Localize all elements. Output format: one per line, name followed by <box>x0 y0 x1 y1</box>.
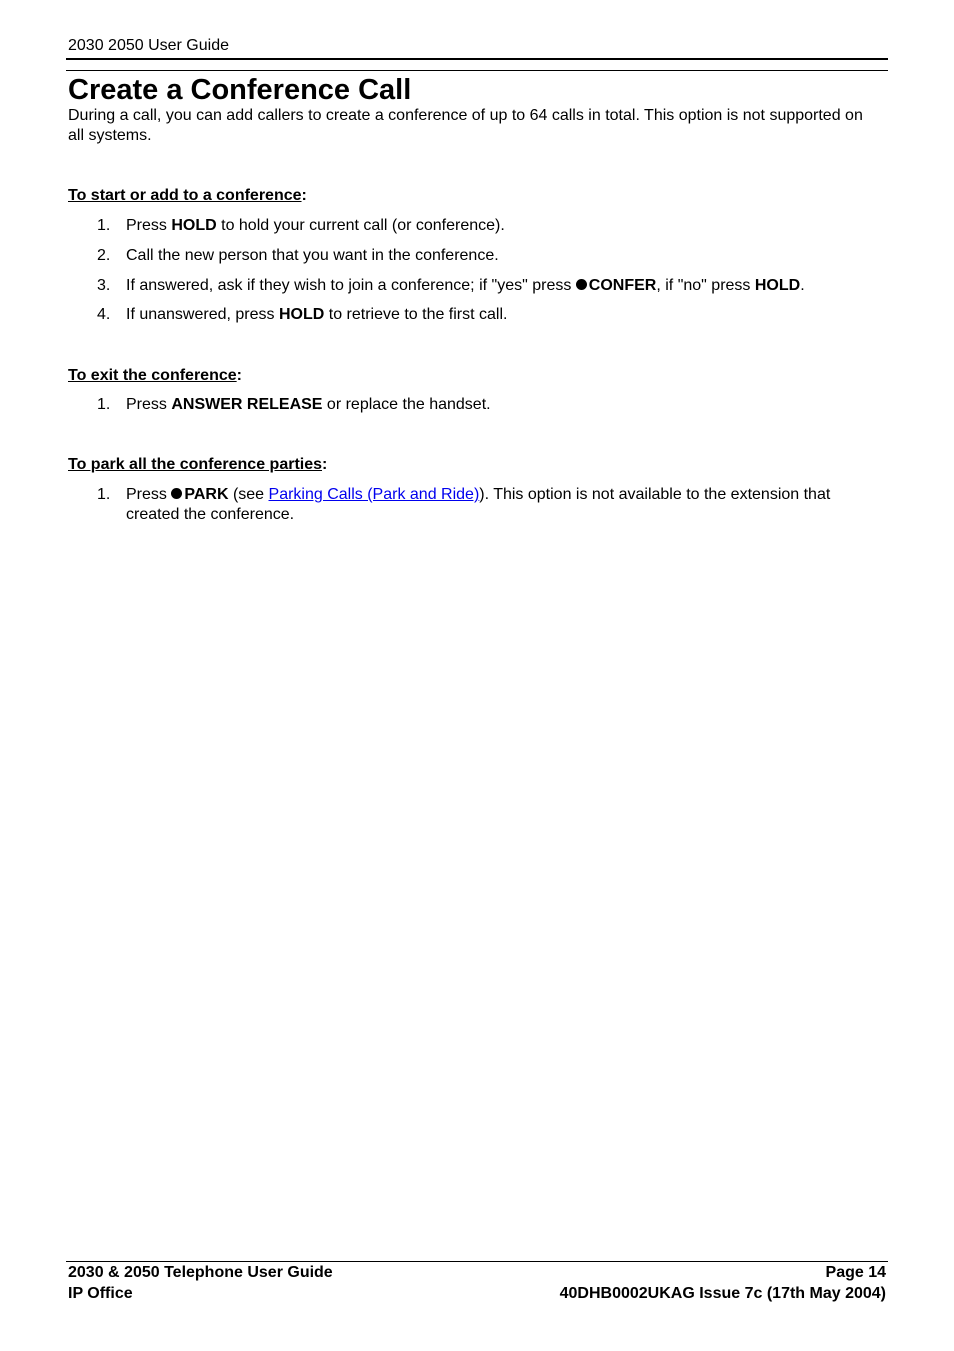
footer-rule <box>66 1261 888 1262</box>
step-number: 4. <box>97 306 111 323</box>
key-park: PARK <box>184 486 229 503</box>
step-number: 1. <box>97 396 111 413</box>
footer-doc-id: 40DHB0002UKAG Issue 7c (17th May 2004) <box>559 1285 886 1302</box>
section-heading-colon: : <box>236 367 242 384</box>
step-text <box>126 216 886 236</box>
step-number: 2. <box>97 247 111 264</box>
section-heading-text: To park all the conference parties <box>68 456 323 473</box>
intro-paragraph: During a call, you can add callers to create a conference of up to 64 calls in total. This option is not supported on all systems. <box>68 107 863 144</box>
step-text-part: Press <box>126 217 172 234</box>
step-text-part: If answered, ask if they wish to join a conference; if "yes" press <box>126 277 576 294</box>
step-number: 1. <box>97 217 111 234</box>
step-text: Call the new person that you want in the conference. <box>126 247 499 264</box>
step-text-part: . <box>800 277 805 294</box>
section-heading-exit-conference <box>68 366 242 386</box>
step-number: 1. <box>97 486 111 503</box>
section-heading-colon: : <box>301 187 307 204</box>
running-header: 2030 2050 User Guide <box>68 37 229 54</box>
footer-product: IP Office <box>68 1285 133 1302</box>
footer-page-number: Page 14 <box>825 1264 886 1281</box>
step-text-part: (see <box>228 486 269 503</box>
section-heading-start-conference <box>68 186 307 206</box>
step-text-part: to hold your current call (or conference). <box>216 217 505 234</box>
step-text-part: Press <box>126 396 172 413</box>
section-heading-park-conference <box>68 455 327 475</box>
step-text <box>126 395 886 415</box>
section-heading-text: To exit the conference <box>68 367 237 384</box>
step-text <box>126 485 886 525</box>
header-rule-thin <box>66 70 888 71</box>
section-heading-colon: : <box>322 456 328 473</box>
filled-circle-icon <box>171 488 182 499</box>
header-rule-thick <box>66 58 888 60</box>
key-confer: CONFER <box>588 277 657 294</box>
key-answer-release: ANSWER RELEASE <box>171 396 323 413</box>
step-text-part: Press <box>126 486 172 503</box>
key-hold: HOLD <box>754 277 801 294</box>
filled-circle-icon <box>576 279 587 290</box>
step-text-part: If unanswered, press <box>126 306 279 323</box>
footer-guide-title: 2030 & 2050 Telephone User Guide <box>68 1264 333 1281</box>
step-text <box>126 305 886 325</box>
step-text-part: or replace the handset. <box>322 396 491 413</box>
section-heading-text: To start or add to a conference <box>68 187 302 204</box>
step-number: 3. <box>97 277 111 294</box>
parking-calls-link[interactable]: Parking Calls (Park and Ride) <box>268 486 480 503</box>
page-title: Create a Conference Call <box>68 74 412 106</box>
key-hold: HOLD <box>278 306 325 323</box>
step-text <box>126 276 886 296</box>
step-text-part: ). This option is not available to the extension that created the conference. <box>126 486 831 523</box>
key-hold: HOLD <box>171 217 217 234</box>
step-text-part: , if "no" press <box>656 277 755 294</box>
step-text-part: to retrieve to the first call. <box>324 306 508 323</box>
